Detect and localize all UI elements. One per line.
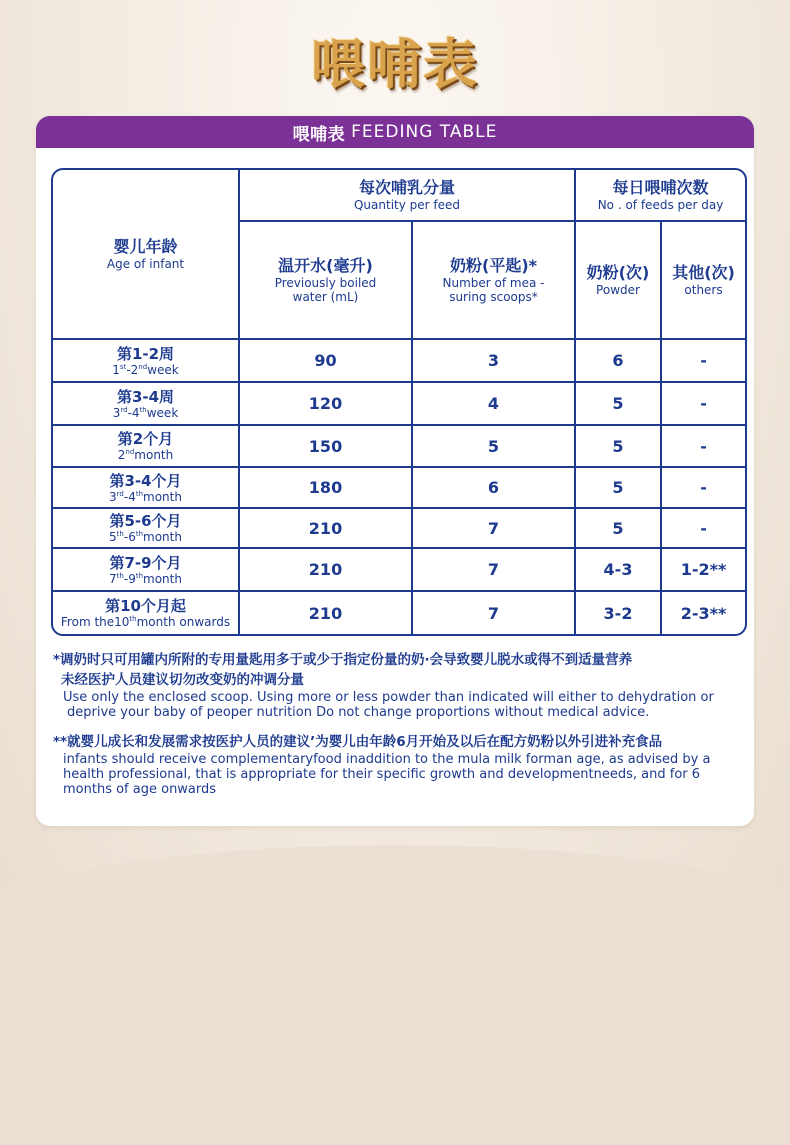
others-value: - [662,383,745,426]
age-en: 7th-9thmonth [109,571,182,586]
age-cell [53,509,240,549]
age-en: 1st-2ndweek [112,362,179,377]
others-value: 1-2** [662,549,745,592]
age-cell [53,340,240,383]
table-row [53,468,745,509]
scoops-value: 7 [413,592,576,634]
powder-value: 5 [576,426,662,468]
note1-zh-line2: 未经医护人员建议切勿改变奶的冲调分量 [61,672,304,688]
age-en: 3rd-4thmonth [109,489,182,504]
age-cell [53,549,240,592]
quantity-header-en: Quantity per feed [353,198,461,212]
powder-value: 3-2 [576,592,662,634]
water-value: 180 [240,468,413,509]
others-value: - [662,509,745,549]
water-header-zh: 温开水(毫升) [278,256,373,275]
feeding-table [51,168,747,636]
powder-header [576,222,662,340]
age-header-en: Age of infant [106,257,185,271]
note1-en-line1: Use only the enclosed scoop. Using more or less powder than indicated will either to dehydration or [63,690,714,705]
others-value: - [662,340,745,383]
footnotes [53,650,753,797]
powder-value: 4-3 [576,549,662,592]
quantity-header-zh: 每次哺乳分量 [358,178,455,197]
age-header-zh: 婴儿年龄 [113,237,178,256]
age-cell [53,426,240,468]
age-zh: 第7-9个月 [109,553,182,572]
table-row [53,426,745,468]
water-value: 210 [240,549,413,592]
header-zh: 喂哺表 [292,124,346,145]
water-value: 210 [240,592,413,634]
table-row [53,340,745,383]
others-header [662,222,745,340]
age-header [53,170,240,340]
water-value: 90 [240,340,413,383]
card-header [36,116,754,148]
feeds-header-en: No . of feeds per day [597,198,724,212]
age-zh: 第3-4周 [116,387,175,406]
age-zh: 第2个月 [117,430,174,448]
age-en: 5th-6thmonth [109,530,182,544]
water-header-en2: water (mL) [292,290,359,304]
quantity-header [240,170,576,222]
water-value: 150 [240,426,413,468]
others-header-en: others [684,283,723,297]
table-row [53,592,745,634]
others-header-zh: 其他(次) [672,263,735,282]
background-arc [0,845,790,1145]
water-header [240,222,413,340]
note2-en-line2: health professional, that is appropriate for their specific growth and developmentneeds, and for 6 [63,767,701,782]
age-en: 2ndmonth [117,448,174,462]
age-zh: 第1-2周 [116,344,175,363]
feeds-header-zh: 每日喂哺次数 [612,178,709,197]
scoops-value: 4 [413,383,576,426]
water-value: 210 [240,509,413,549]
scoops-value: 3 [413,340,576,383]
scoops-header-zh: 奶粉(平匙)* [450,256,537,275]
header-en: FEEDING TABLE [351,122,498,142]
note2-en-line3: months of age onwards [63,782,217,797]
age-zh: 第10个月起 [105,597,186,615]
scoops-header-en2: suring scoops* [449,290,538,304]
age-en: 3rd-4thweek [112,405,179,420]
age-cell [53,468,240,509]
scoops-header-en1: Number of mea - [442,276,545,290]
note2-zh: **就婴儿成长和发展需求按医护人员的建议’为婴儿由年龄6月开始及以后在配方奶粉以外引进补充食品 [53,734,663,750]
note1-zh-line1: *调奶时只可用罐内所附的专用量匙用多于或少于指定份量的奶·会导致婴儿脱水或得不到适量营养 [53,652,633,668]
scoops-header [413,222,576,340]
powder-value: 5 [576,509,662,549]
water-value: 120 [240,383,413,426]
note2-en-line1: infants should receive complementaryfood inaddition to the mula milk forman age, as advised by a [63,752,711,767]
age-cell [53,592,240,634]
table-row [53,549,745,592]
feeds-header [576,170,745,222]
powder-value: 5 [576,383,662,426]
others-value: - [662,468,745,509]
powder-header-en: Powder [596,283,640,297]
powder-value: 5 [576,468,662,509]
page-title: 喂哺表 [311,33,479,96]
scoops-value: 5 [413,426,576,468]
age-cell [53,383,240,426]
scoops-value: 6 [413,468,576,509]
powder-value: 6 [576,340,662,383]
age-zh: 第3-4个月 [109,471,182,490]
note1-en-line2: deprive your baby of peoper nutrition Do not change proportions without medical advice. [67,705,650,720]
table-row [53,383,745,426]
others-value: 2-3** [680,603,727,623]
age-zh: 第5-6个月 [109,512,182,530]
age-en: From the10thmonth onwards [60,615,231,629]
scoops-value: 7 [413,549,576,592]
others-value: - [662,426,745,468]
water-header-en1: Previously boiled [274,276,377,290]
table-row [53,509,745,549]
scoops-value: 7 [413,509,576,549]
powder-header-zh: 奶粉(次) [586,263,650,282]
